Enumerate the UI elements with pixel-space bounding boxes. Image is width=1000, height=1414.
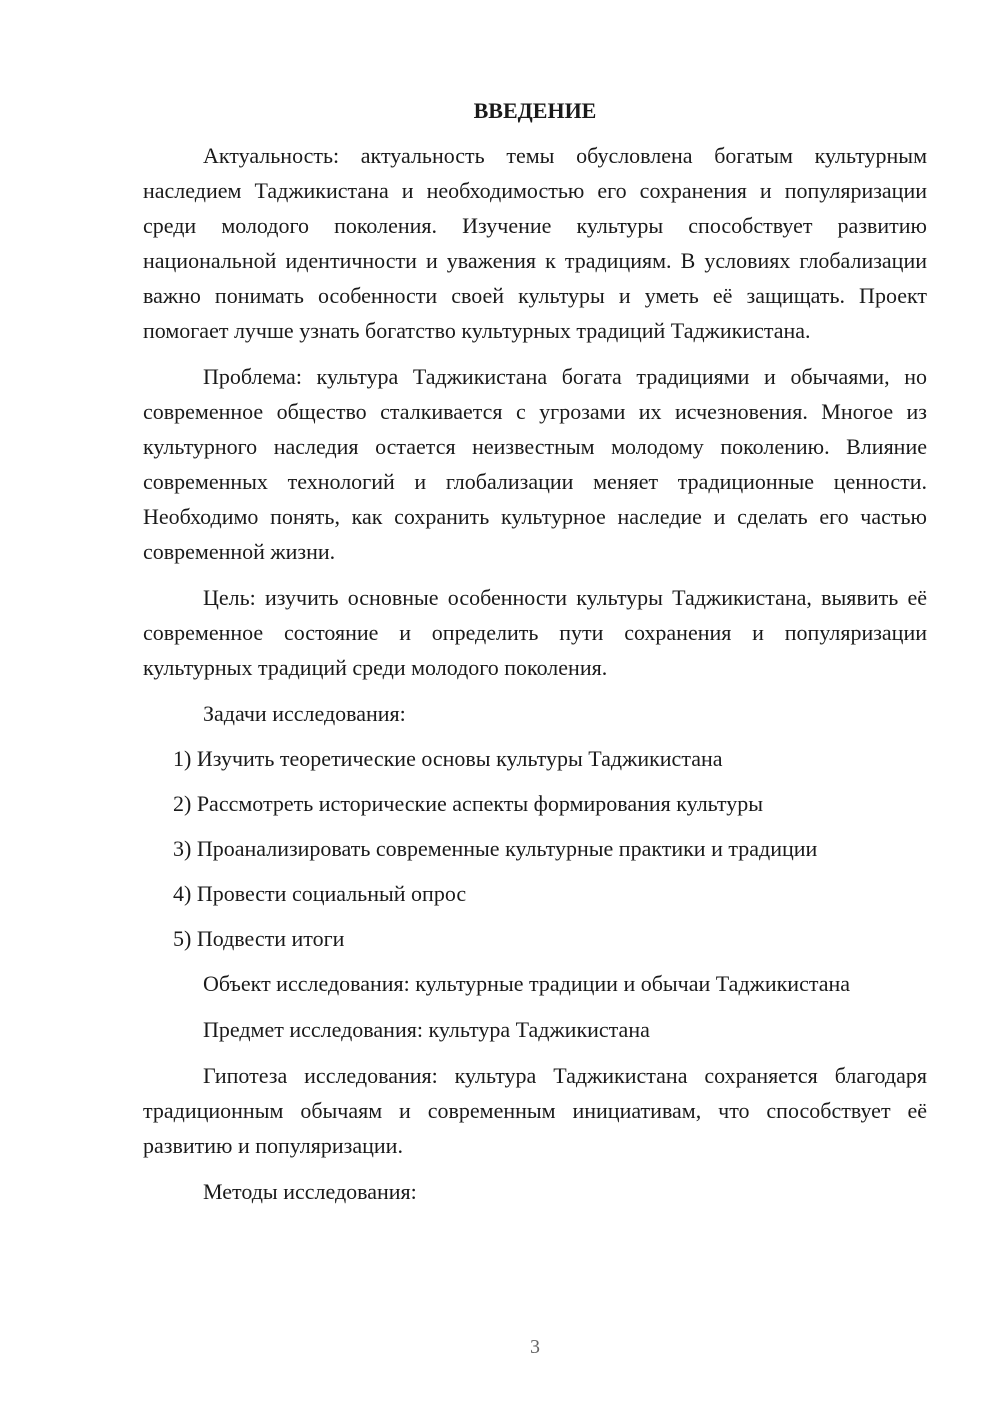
- methods-title: Методы исследования:: [203, 1179, 417, 1204]
- task-list: [143, 741, 927, 956]
- hypothesis-paragraph: Гипотеза исследования: культура Таджикистана сохраняется благодаря традиционным обычаям и современным инициативам, что способствует её развитию и популяризации.: [143, 1063, 927, 1158]
- list-item: 1) Изучить теоретические основы культуры Таджикистана: [173, 746, 723, 771]
- goal-paragraph: Цель: изучить основные особенности культуры Таджикистана, выявить её современное состояние и определить пути сохранения и популяризации культурных традиций среди молодого поколения.: [143, 585, 927, 680]
- tasks-title: Задачи исследования:: [203, 701, 406, 726]
- page-number: 3: [530, 1336, 540, 1358]
- list-item: 3) Проанализировать современные культурные практики и традиции: [173, 836, 818, 861]
- subject-paragraph: Предмет исследования: культура Таджикистана: [203, 1017, 650, 1042]
- page-title: ВВЕДЕНИЕ: [473, 98, 597, 123]
- object-paragraph: Объект исследования: культурные традиции и обычаи Таджикистана: [203, 971, 851, 996]
- relevance-paragraph: Актуальность: актуальность темы обусловлена богатым культурным наследием Таджикистана и необходимостью его сохранения и популяризации среди молодого поколения. Изучение культуры способствует развитию национальной идентичности и уважения к традициям. В условиях глобализации важно понимать особенности своей культуры и уметь её защищать. Проект помогает лучше узнать богатство культурных традиций Таджикистана.: [143, 143, 927, 343]
- list-item: 2) Рассмотреть исторические аспекты формирования культуры: [173, 791, 763, 816]
- problem-paragraph: Проблема: культура Таджикистана богата традициями и обычаями, но современное общество сталкивается с угрозами их исчезновения. Многое из культурного наследия остается неизвестным молодому поколению. Влияние современных технологий и глобализации меняет традиционные ценности. Необходимо понять, как сохранить культурное наследие и сделать его частью современной жизни.: [143, 364, 927, 564]
- list-item: 4) Провести социальный опрос: [173, 881, 467, 906]
- page-content: [143, 96, 927, 1219]
- list-item: 5) Подвести итоги: [173, 926, 345, 951]
